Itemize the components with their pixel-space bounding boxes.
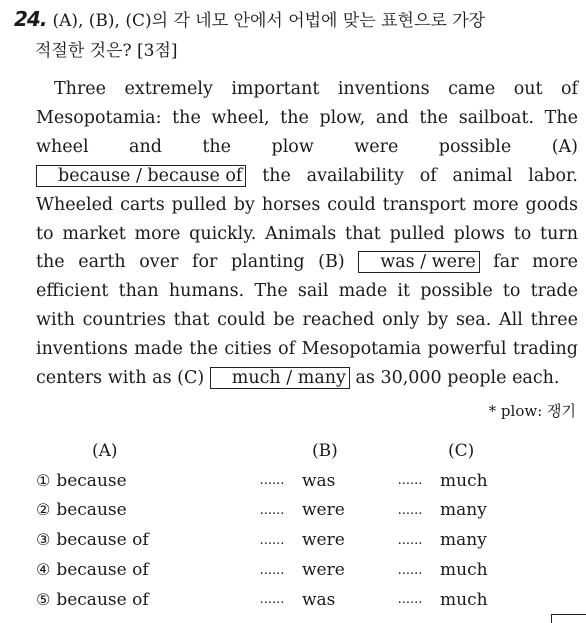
header-b: (B) xyxy=(312,440,338,461)
choice-number[interactable]: ① xyxy=(36,470,51,490)
choice-row-3[interactable] xyxy=(36,525,508,555)
corner-box-decoration xyxy=(551,614,586,623)
choice-row-1[interactable] xyxy=(36,466,508,496)
dots-separator: ...... xyxy=(259,532,285,548)
choice-number[interactable]: ③ xyxy=(36,530,51,550)
choices-header-row xyxy=(36,436,508,466)
passage-text-3: far more efficient than humans. The sail made it possible to trade with countries that could be reached only by sea. All three inventions made the cities of Mesopotamia powerful trading centers with as (C) xyxy=(36,252,578,389)
choice-a-value: because xyxy=(56,500,127,521)
choice-c-value: much xyxy=(440,560,488,581)
choice-a-value: because xyxy=(56,470,127,491)
choice-b-value: were xyxy=(302,560,345,581)
passage xyxy=(36,75,578,393)
dots-separator: ...... xyxy=(259,502,285,518)
header-a: (A) xyxy=(92,440,118,461)
choice-row-5[interactable] xyxy=(36,585,508,615)
question-line-2: 적절한 것은? [3점] xyxy=(35,41,178,61)
header-c: (C) xyxy=(448,440,475,461)
choice-a-value: because of xyxy=(56,530,149,551)
dots-separator: ...... xyxy=(259,473,285,489)
dots-separator: ...... xyxy=(397,562,423,578)
choice-number[interactable]: ⑤ xyxy=(36,589,51,609)
choice-b-value: was xyxy=(302,470,336,491)
choice-c-value: many xyxy=(440,530,487,551)
dots-separator: ...... xyxy=(397,592,423,608)
answer-choices xyxy=(36,436,508,615)
question-number: 24. xyxy=(14,7,47,31)
passage-text-4: as 30,000 people each. xyxy=(349,368,560,389)
blank-c-box: much / many xyxy=(210,367,350,389)
choice-number[interactable]: ② xyxy=(36,500,51,520)
choice-a-value: because of xyxy=(56,560,149,581)
choice-c-value: much xyxy=(440,470,488,491)
choice-b-value: was xyxy=(302,589,336,610)
passage-text-2: the availability of animal labor. Wheeled carts pulled by horses could transport more goods to market more quickly. Animals that pulled plows to turn the earth over for planting (B) xyxy=(36,165,578,273)
question-line-1 xyxy=(14,4,580,36)
choice-row-4[interactable] xyxy=(36,555,508,585)
choice-c-value: much xyxy=(440,589,488,610)
choice-c-value: many xyxy=(440,500,487,521)
dots-separator: ...... xyxy=(397,473,423,489)
question-prompt: (A), (B), (C)의 각 네모 안에서 어법에 맞는 표현으로 가장 xyxy=(52,11,486,31)
passage-paragraph xyxy=(36,75,578,393)
blank-a-box: because / because of xyxy=(36,165,246,187)
choice-b-value: were xyxy=(302,530,345,551)
blank-b-box: was / were xyxy=(358,251,479,273)
dots-separator: ...... xyxy=(397,532,423,548)
question-header xyxy=(14,4,580,66)
choice-row-2[interactable] xyxy=(36,496,508,526)
choice-a-value: because of xyxy=(56,589,149,610)
dots-separator: ...... xyxy=(397,502,423,518)
passage-text-1: Three extremely important inventions came out of Mesopotamia: the wheel, the plow, and the sailboat. The wheel and the plow were possible (A) xyxy=(36,79,578,157)
dots-separator: ...... xyxy=(259,562,285,578)
choice-number[interactable]: ④ xyxy=(36,560,51,580)
dots-separator: ...... xyxy=(259,592,285,608)
choice-b-value: were xyxy=(302,500,345,521)
footnote: * plow: 쟁기 xyxy=(488,402,576,420)
